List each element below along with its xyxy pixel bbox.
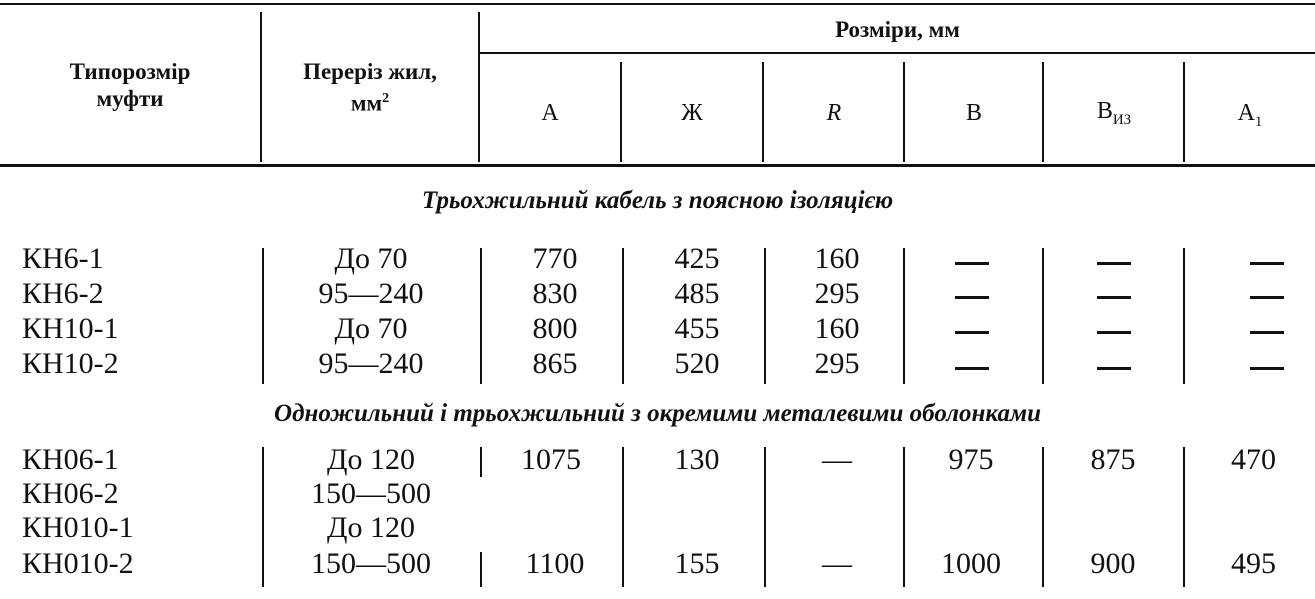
dash-a1 xyxy=(1250,331,1284,334)
header-dim-a1-main: A xyxy=(1237,100,1255,126)
body-divider xyxy=(1042,248,1044,384)
row-cross: 95—240 xyxy=(318,277,424,310)
body-divider xyxy=(1183,248,1185,384)
header-col-section-text: Переріз жил, xyxy=(303,59,437,84)
row-r: 295 xyxy=(814,347,860,380)
row-b-iz: 900 xyxy=(1090,547,1136,580)
row-r: 160 xyxy=(814,312,860,345)
row-cross: До 70 xyxy=(334,242,408,275)
row-cross: До 120 xyxy=(327,443,415,476)
row-b: 975 xyxy=(948,443,994,476)
header-dim-a1-sub: 1 xyxy=(1254,113,1263,130)
body-divider xyxy=(622,248,624,384)
row-type: КН6-1 xyxy=(22,242,104,275)
row-cross: 95—240 xyxy=(318,347,424,380)
dash-a1 xyxy=(1250,296,1284,299)
header-col-section-unit: мм xyxy=(350,90,383,116)
row-zh: 155 xyxy=(674,547,720,580)
header-dim-a: A xyxy=(541,100,559,126)
row-b: 1000 xyxy=(941,547,1001,580)
body-divider xyxy=(1183,447,1185,587)
row-b-iz: 875 xyxy=(1090,443,1136,476)
dash-b xyxy=(955,331,989,334)
header-dim-r: R xyxy=(826,100,842,126)
row-cross: До 120 xyxy=(327,511,415,544)
row-a: 770 xyxy=(532,242,578,275)
dash-b-iz xyxy=(1097,367,1131,370)
dash-b xyxy=(955,296,989,299)
body-divider xyxy=(480,552,482,587)
row-type: КН06-1 xyxy=(22,443,119,476)
row-type: КН6-2 xyxy=(22,277,104,310)
header-divider xyxy=(260,12,262,162)
dash-b xyxy=(955,367,989,370)
body-divider xyxy=(1042,447,1044,587)
row-a: 1075 xyxy=(521,443,581,476)
row-a: 1100 xyxy=(525,547,585,580)
header-dim-b-iz xyxy=(1044,98,1184,129)
row-zh: 425 xyxy=(674,242,720,275)
header-group: Розміри, мм xyxy=(835,17,960,42)
row-type: КН10-2 xyxy=(22,347,119,380)
row-a1: 470 xyxy=(1231,443,1276,476)
body-divider xyxy=(480,248,482,384)
row-cross: 150—500 xyxy=(311,547,431,580)
header-dim-b-iz-main: B xyxy=(1096,98,1113,124)
body-divider xyxy=(480,447,482,477)
body-divider xyxy=(622,447,624,587)
row-type: КН010-1 xyxy=(22,511,134,544)
header-bottom-rule xyxy=(0,164,1315,167)
dash-b-iz xyxy=(1097,262,1131,265)
section-title: Одножильний і трьохжильний з окремими металевими оболонками xyxy=(274,400,1041,427)
header-col-type-text: Типорозмір муфти xyxy=(69,59,191,111)
row-zh: 455 xyxy=(674,312,720,345)
row-type: КН06-2 xyxy=(22,477,119,510)
top-rule xyxy=(0,3,1315,5)
row-r: — xyxy=(822,443,852,476)
header-dim-b: B xyxy=(965,100,982,126)
row-a: 800 xyxy=(532,312,578,345)
dash-a1 xyxy=(1250,367,1284,370)
row-zh: 520 xyxy=(674,347,720,380)
row-a1: 495 xyxy=(1231,547,1276,580)
body-divider xyxy=(903,248,905,384)
dash-b xyxy=(955,262,989,265)
header-col-section-sup: 2 xyxy=(382,91,390,106)
row-type: КН10-1 xyxy=(22,312,119,345)
section-title: Трьохжильний кабель з поясною ізоляцією xyxy=(421,187,894,214)
row-r: 295 xyxy=(814,277,860,310)
row-cross: До 70 xyxy=(334,312,408,345)
row-a: 830 xyxy=(532,277,578,310)
header-col-section xyxy=(270,58,470,117)
dash-a1 xyxy=(1250,262,1284,265)
row-a: 865 xyxy=(532,347,578,380)
body-divider xyxy=(764,248,766,384)
dash-b-iz xyxy=(1097,331,1131,334)
header-dim-zh: Ж xyxy=(681,100,703,126)
dash-b-iz xyxy=(1097,296,1131,299)
group-underline xyxy=(480,52,1315,54)
row-zh: 130 xyxy=(674,443,720,476)
body-divider xyxy=(764,447,766,587)
row-type: КН010-2 xyxy=(22,547,134,580)
row-r: — xyxy=(822,547,852,580)
row-r: 160 xyxy=(814,242,860,275)
header-dim-b-iz-sub: ИЗ xyxy=(1112,111,1132,128)
row-zh: 485 xyxy=(674,277,720,310)
row-cross: 150—500 xyxy=(311,477,431,510)
header-dim-a1 xyxy=(1185,100,1315,131)
header-col-type xyxy=(10,58,250,112)
